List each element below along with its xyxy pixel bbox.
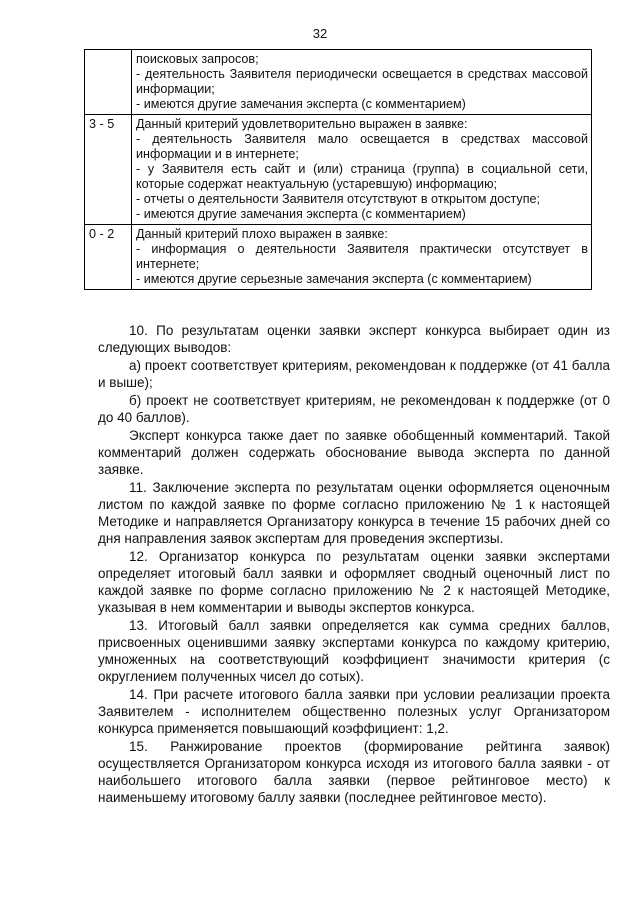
paragraph-12: 12. Организатор конкурса по результатам оценки заявки экспертами определяет итоговый балл заявки и оформляет сводный оценочный лист по каждой заявке по форме согласно приложению № 2 к настоящей Методике, указывая в нем комментарии и выводы экспертов конкурса.	[98, 549, 610, 615]
score-cell: 3 - 5	[85, 115, 132, 225]
paragraph-expert-comment: Эксперт конкурса также дает по заявке обобщенный комментарий. Такой комментарий должен содержать обоснование вывода эксперта по данной заявке.	[98, 428, 610, 478]
description-line: - имеются другие замечания эксперта (с комментарием)	[136, 97, 466, 111]
description-cell	[132, 225, 592, 290]
paragraph-13: 13. Итоговый балл заявки определяется как сумма средних баллов, присвоенных оценившими заявку экспертами конкурса по каждому критерию, умноженных на соответствующий коэффициент значимости критерия (с округлением полученных чисел до сотых).	[98, 618, 610, 684]
description-line: - имеются другие замечания эксперта (с комментарием)	[136, 207, 466, 221]
paragraph-14: 14. При расчете итогового балла заявки при условии реализации проекта Заявителем - исполнителем общественно полезных услуг Организатором конкурса применяется повышающий коэффициент: 1,2.	[98, 687, 610, 736]
table-row	[85, 225, 592, 290]
description-line: - информация о деятельности Заявителя практически отсутствует в интернете;	[136, 242, 588, 271]
description-line: - деятельность Заявителя мало освещается в средствах массовой информации и в интернете;	[136, 132, 588, 161]
table-row	[85, 50, 592, 115]
description-line: - у Заявителя есть сайт и (или) страница (группа) в социальной сети, которые содержат неактуальную (устаревшую) информацию;	[136, 162, 588, 191]
paragraph-15: 15. Ранжирование проектов (формирование рейтинга заявок) осуществляется Организатором конкурса исходя из итогового балла заявки - от наибольшего итогового балла заявки (первое рейтинговое место) к наименьшему итоговому баллу заявки (последнее рейтинговое место).	[98, 739, 610, 805]
score-cell	[85, 50, 132, 115]
paragraph-option-a: а) проект соответствует критериям, рекомендован к поддержке (от 41 балла и выше);	[98, 358, 610, 391]
page-number: 32	[312, 26, 328, 41]
description-line: Данный критерий плохо выражен в заявке:	[136, 227, 388, 241]
description-cell	[132, 115, 592, 225]
paragraph-10: 10. По результатам оценки заявки эксперт конкурса выбирает один из следующих выводов:	[98, 323, 610, 355]
description-line: - имеются другие серьезные замечания эксперта (с комментарием)	[136, 272, 532, 286]
description-cell	[132, 50, 592, 115]
description-line: - отчеты о деятельности Заявителя отсутствуют в открытом доступе;	[136, 192, 541, 206]
paragraph-option-b: б) проект не соответствует критериям, не рекомендован к поддержке (от 0 до 40 баллов).	[98, 393, 610, 426]
score-cell: 0 - 2	[85, 225, 132, 290]
description-line: Данный критерий удовлетворительно выражен в заявке:	[136, 117, 468, 131]
body-text	[98, 323, 610, 808]
criteria-table	[84, 49, 592, 290]
paragraph-11: 11. Заключение эксперта по результатам оценки оформляется оценочным листом по каждой заявке по форме согласно приложению № 1 к настоящей Методике и направляется Организатору конкурса в течение 15 рабочих дней со дня направления заявок экспертам для проведения экспертизы.	[98, 480, 610, 547]
description-line: - деятельность Заявителя периодически освещается в средствах массовой информации;	[136, 67, 588, 96]
description-line: поисковых запросов;	[136, 52, 259, 66]
table-row	[85, 115, 592, 225]
